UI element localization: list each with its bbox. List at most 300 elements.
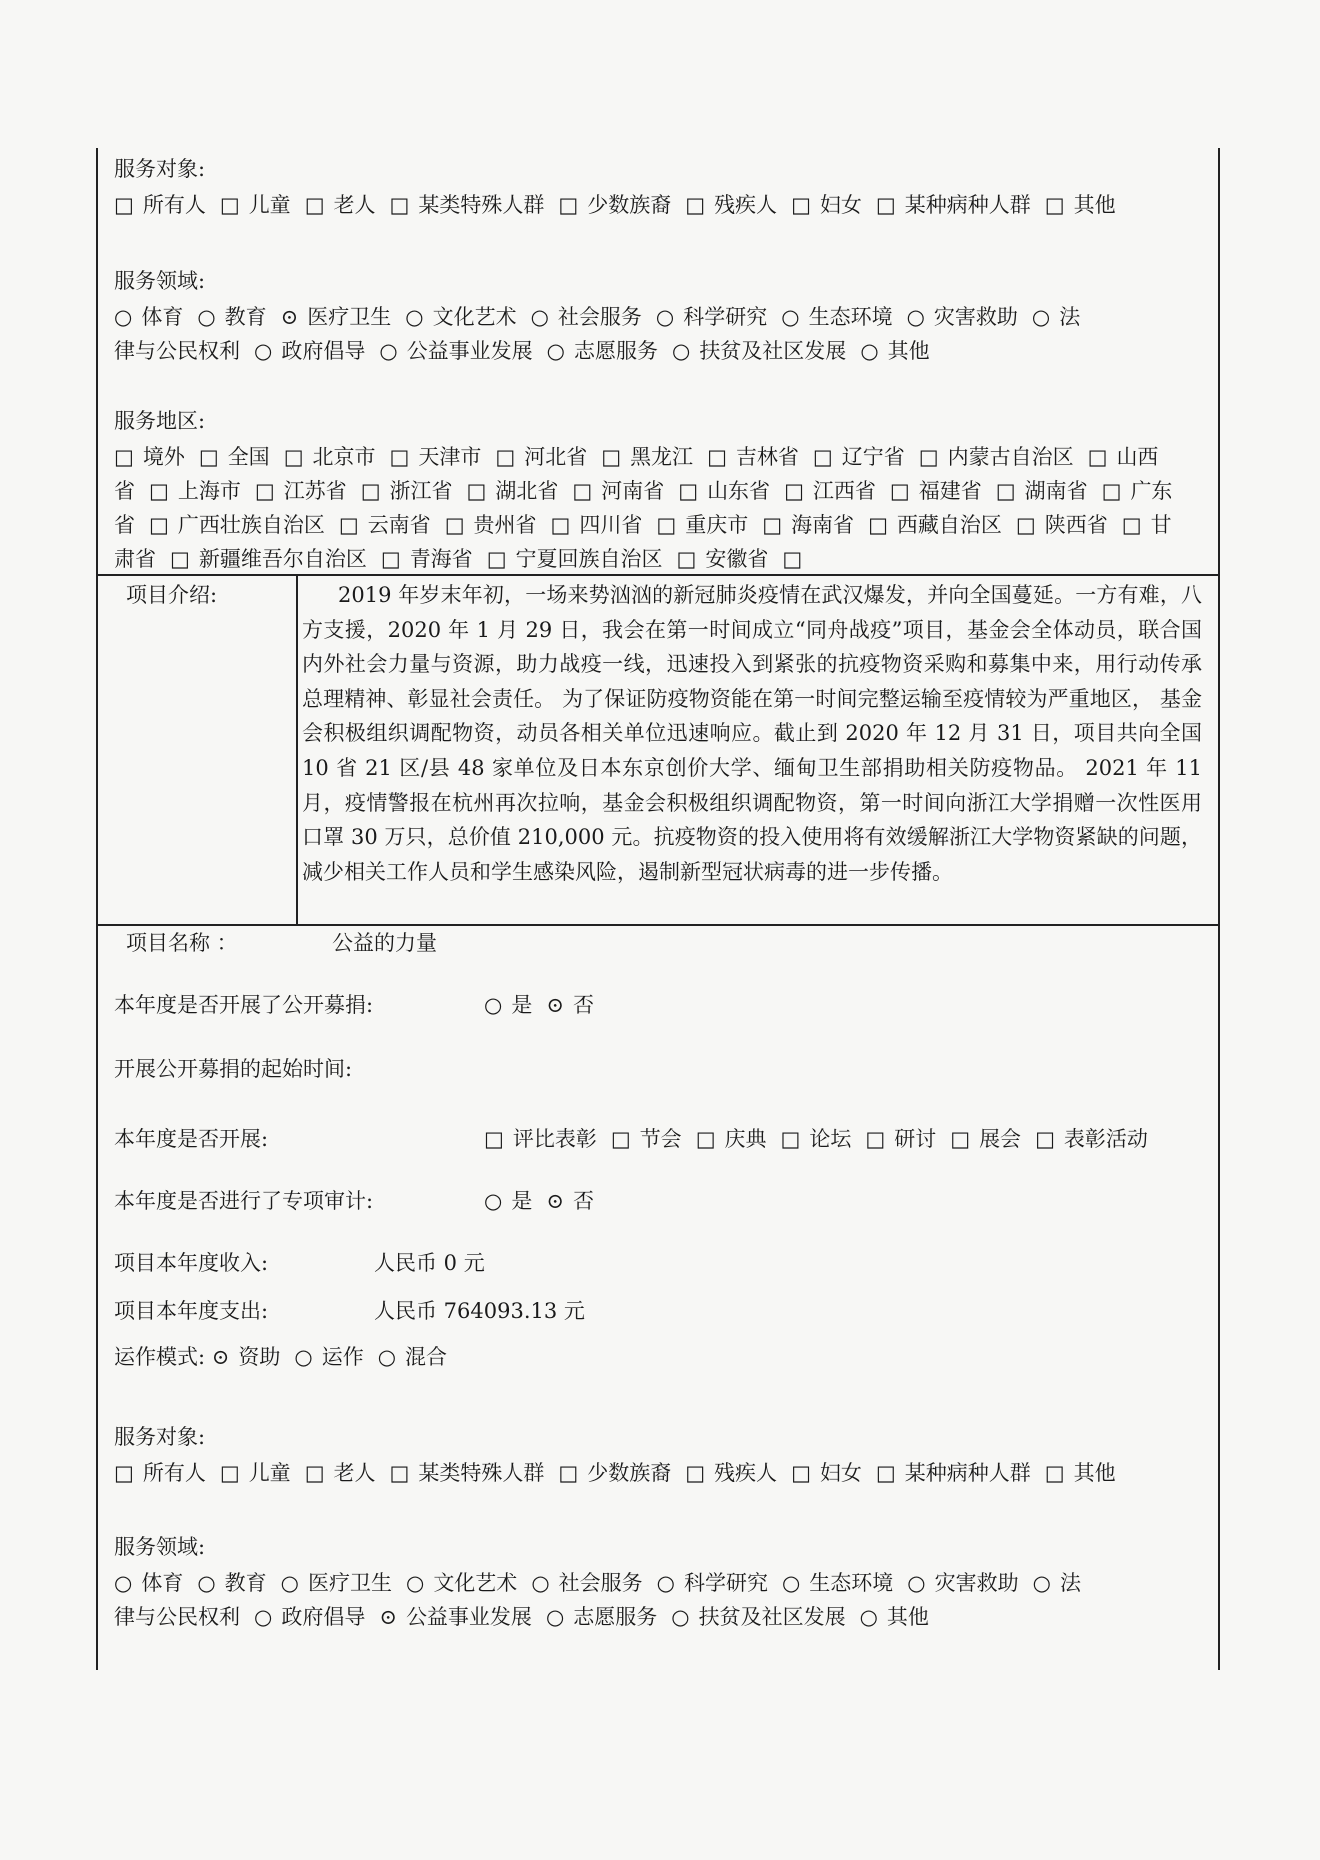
checkbox-icon: □	[572, 479, 593, 503]
checkbox-icon: □	[149, 479, 169, 503]
option-item	[572, 479, 664, 503]
checkbox-icon: □	[865, 1127, 886, 1151]
option-label: 少数族裔	[587, 193, 672, 217]
checkbox-icon: □	[254, 479, 275, 503]
expense-value: 人民币 764093.13 元	[374, 1299, 585, 1323]
activities-options	[484, 1122, 1162, 1156]
option-item	[379, 1605, 532, 1629]
option-item	[197, 305, 266, 329]
option-item	[919, 445, 1074, 469]
checkbox-icon: □	[380, 547, 401, 571]
checkbox-icon: □	[114, 193, 134, 217]
option-item	[546, 1189, 594, 1213]
option-item	[791, 193, 862, 217]
radio-icon: ○	[114, 305, 133, 329]
option-item	[1122, 513, 1172, 537]
option-item	[114, 1605, 240, 1629]
checkbox-icon: □	[444, 513, 465, 537]
checkbox-icon: □	[791, 1461, 811, 1485]
option-label: 儿童	[248, 1461, 291, 1485]
option-label: 省	[114, 513, 135, 537]
option-item	[876, 193, 1031, 217]
option-label: 其他	[887, 339, 930, 363]
option-item	[484, 993, 532, 1017]
radio-selected-icon: ⊙	[546, 1189, 564, 1213]
option-label: 江西省	[812, 479, 876, 503]
checkbox-icon: □	[389, 445, 410, 469]
radio-icon: ○	[781, 1571, 801, 1595]
checkbox-icon: □	[707, 445, 727, 469]
checkbox-icon: □	[780, 1127, 801, 1151]
radio-icon: ○	[531, 1571, 550, 1595]
checkbox-icon: □	[486, 547, 507, 571]
fundraising-start-label: 开展公开募捐的起始时间:	[114, 1057, 353, 1081]
option-label: 医疗卫生	[307, 305, 392, 329]
service-field-options-1-line2	[114, 334, 944, 368]
option-item	[1035, 1127, 1148, 1151]
option-item	[114, 339, 240, 363]
option-label: 辽宁省	[841, 445, 905, 469]
option-label: 山西	[1116, 445, 1159, 469]
checkbox-icon: □	[695, 1127, 716, 1151]
option-label: 老人	[333, 1461, 376, 1485]
option-item	[220, 193, 291, 217]
option-label: 陕西省	[1044, 513, 1108, 537]
checkbox-icon: □	[995, 479, 1016, 503]
public-fundraising-options	[484, 988, 608, 1022]
option-label: 河北省	[524, 445, 588, 469]
option-label: 科学研究	[683, 305, 768, 329]
option-label: 残疾人	[714, 193, 778, 217]
option-label: 公益事业发展	[406, 339, 533, 363]
radio-selected-icon: ⊙	[211, 1345, 230, 1369]
option-label: 某类特殊人群	[418, 1461, 545, 1485]
option-item	[379, 339, 532, 363]
radio-icon: ○	[114, 1571, 133, 1595]
checkbox-icon: □	[685, 193, 706, 217]
option-item	[890, 479, 982, 503]
activities-label: 本年度是否开展:	[114, 1127, 269, 1151]
radio-icon: ○	[197, 305, 216, 329]
option-label: 体育	[141, 1571, 184, 1595]
checkbox-icon: □	[338, 513, 359, 537]
option-item	[170, 547, 367, 571]
option-item	[339, 513, 431, 537]
income-label: 项目本年度收入:	[114, 1251, 269, 1275]
checkbox-icon: □	[1101, 479, 1122, 503]
checkbox-icon: □	[601, 445, 622, 469]
option-item	[114, 479, 135, 503]
checkbox-icon: □	[389, 193, 410, 217]
option-item	[390, 193, 545, 217]
service-region-line2	[114, 474, 1186, 508]
option-item	[677, 547, 769, 571]
option-label: 社会服务	[558, 1571, 643, 1595]
checkbox-icon: □	[1087, 445, 1108, 469]
option-label: 青海省	[409, 547, 473, 571]
option-label: 某类特殊人群	[418, 193, 545, 217]
option-label: 贵州省	[473, 513, 537, 537]
checkbox-icon: □	[114, 1461, 134, 1485]
option-label: 文化艺术	[432, 305, 517, 329]
option-label: 法	[1059, 305, 1081, 329]
option-item	[531, 1571, 642, 1595]
option-item	[781, 1127, 852, 1151]
option-label: 扶贫及社区发展	[698, 1605, 846, 1629]
checkbox-icon: □	[685, 1461, 706, 1485]
option-label: 论坛	[809, 1127, 852, 1151]
radio-icon: ○	[860, 339, 879, 363]
option-label: 政府倡导	[281, 1605, 366, 1629]
option-item	[865, 1127, 936, 1151]
operation-mode-label: 运作模式:	[114, 1345, 206, 1369]
checkbox-icon: □	[875, 1461, 896, 1485]
checkbox-icon: □	[784, 479, 804, 503]
radio-icon: ○	[254, 1605, 273, 1629]
option-label: 表彰活动	[1063, 1127, 1148, 1151]
radio-icon: ○	[546, 339, 565, 363]
option-label: 体育	[141, 305, 184, 329]
option-label: 生态环境	[808, 305, 893, 329]
checkbox-icon: □	[889, 479, 910, 503]
radio-icon: ○	[379, 339, 398, 363]
option-label: 混合	[405, 1345, 448, 1369]
checkbox-icon: □	[283, 445, 304, 469]
option-item	[531, 305, 642, 329]
option-label: 境外	[142, 445, 185, 469]
project-name-label: 项目名称 ：	[126, 931, 238, 955]
option-label: 残疾人	[714, 1461, 778, 1485]
expense-label: 项目本年度支出:	[114, 1299, 269, 1323]
option-label: 妇女	[819, 193, 862, 217]
option-item	[281, 1571, 392, 1595]
radio-icon: ○	[294, 1345, 313, 1369]
project-name-value: 公益的力量	[332, 931, 437, 955]
option-label: 广西壮族自治区	[177, 513, 325, 537]
option-item	[671, 1605, 845, 1629]
option-item	[199, 445, 270, 469]
option-label: 省	[114, 479, 135, 503]
radio-icon: ○	[545, 1605, 565, 1629]
option-label: 是	[511, 993, 533, 1017]
checkbox-icon: □	[550, 513, 571, 537]
option-label: 节会	[639, 1127, 682, 1151]
checkbox-icon: □	[495, 445, 516, 469]
option-item	[1102, 479, 1173, 503]
option-item	[813, 445, 905, 469]
option-item	[546, 993, 594, 1017]
option-item	[114, 1571, 183, 1595]
radio-icon: ○	[405, 305, 424, 329]
option-item	[390, 445, 482, 469]
option-label: 湖北省	[495, 479, 559, 503]
option-item	[114, 547, 156, 571]
option-item	[405, 305, 516, 329]
checkbox-icon: □	[219, 1461, 240, 1485]
option-item	[495, 445, 587, 469]
option-item	[212, 1345, 281, 1369]
option-label: 重庆市	[685, 513, 749, 537]
service-target-options-1	[114, 188, 1130, 222]
option-label: 是	[511, 1189, 533, 1213]
option-label: 评比表彰	[512, 1127, 597, 1151]
option-item	[656, 513, 748, 537]
option-item	[149, 513, 325, 537]
option-label: 云南省	[367, 513, 431, 537]
radio-icon: ○	[530, 305, 549, 329]
checkbox-icon: □	[484, 1127, 504, 1151]
option-item	[445, 513, 537, 537]
intro-text: 2019 年岁末年初，一场来势汹汹的新冠肺炎疫情在武汉爆发，并向全国蔓延。一方有难，八方支援，2020 年 1 月 29 日，我会在第一时间成立“同舟战疫”项目，基金会全体动员，联合国内外社会力量与资源，助力战疫一线，迅速投入到紧张的抗疫物资采购和募集中来，用行动传承总理精神、彰显社会责任。 为了保证防疫物资能在第一时间完整运输至疫情较为严重地区， 基金会积极组织调配物资，动员各相关单位迅速响应。截止到 2020 年 12 月 31 日，项目共向全国 10 省 21 区/县 48 家单位及日本东京创价大学、缅甸卫生部捐助相关防疫物品。 2021 年 11 月，疫情警报在杭州再次拉响，基金会积极组织调配物资，第一时间向浙江大学捐赠一次性医用口罩 30 万只，总价值 210,000 元。抗疫物资的投入使用将有效缓解浙江大学物资紧缺的问题，减少相关工作人员和学生感染风险，遏制新型冠状病毒的进一步传播。	[302, 583, 1202, 884]
checkbox-icon: □	[149, 513, 169, 537]
checkbox-icon: □	[304, 193, 325, 217]
checkbox-icon: □	[875, 193, 896, 217]
checkbox-icon: □	[656, 513, 677, 537]
option-label: 否	[572, 993, 594, 1017]
option-label: 广东	[1130, 479, 1173, 503]
option-item	[656, 305, 767, 329]
option-label: 内蒙古自治区	[947, 445, 1074, 469]
special-audit-label: 本年度是否进行了专项审计:	[114, 1189, 374, 1213]
option-item	[996, 479, 1088, 503]
option-item	[294, 1345, 363, 1369]
radio-icon: ○	[671, 1605, 690, 1629]
option-label: 政府倡导	[281, 339, 366, 363]
radio-icon: ○	[484, 1189, 503, 1213]
option-item	[678, 479, 770, 503]
option-label: 庆典	[724, 1127, 767, 1151]
option-label: 新疆维吾尔自治区	[198, 547, 367, 571]
radio-icon: ○	[280, 1571, 299, 1595]
option-label: 研讨	[894, 1127, 937, 1151]
checkbox-icon: □	[198, 445, 219, 469]
option-label: 上海市	[177, 479, 241, 503]
option-item	[487, 547, 663, 571]
income-value: 人民币 0 元	[374, 1251, 485, 1275]
option-label: 律与公民权利	[114, 339, 240, 363]
option-item	[685, 1461, 777, 1485]
option-item	[547, 339, 658, 363]
option-item	[467, 479, 559, 503]
checkbox-icon: □	[791, 193, 811, 217]
checkbox-icon: □	[1121, 513, 1142, 537]
radio-icon: ○	[906, 305, 925, 329]
option-label: 肃省	[114, 547, 156, 571]
service-target-label-1: 服务对象:	[114, 157, 206, 181]
option-item	[611, 1127, 682, 1151]
option-label: 妇女	[819, 1461, 862, 1485]
option-label: 北京市	[312, 445, 376, 469]
option-item	[114, 513, 135, 537]
intro-label-divider	[296, 574, 298, 926]
table-right-border	[1218, 148, 1220, 1670]
checkbox-icon: □	[219, 193, 240, 217]
option-label: 某种病种人群	[904, 1461, 1031, 1485]
option-label: 所有人	[142, 1461, 206, 1485]
service-target-label-2: 服务对象:	[114, 1425, 206, 1449]
checkbox-icon: □	[812, 445, 833, 469]
option-item	[484, 1189, 532, 1213]
option-label: 天津市	[418, 445, 482, 469]
checkbox-icon: □	[676, 547, 697, 571]
option-label: 海南省	[791, 513, 855, 537]
option-label: 安徽省	[705, 547, 769, 571]
service-target-options-2	[114, 1456, 1130, 1490]
option-label: 其他	[1073, 193, 1116, 217]
operation-mode-options	[212, 1345, 461, 1369]
radio-icon: ○	[254, 339, 273, 363]
option-item	[868, 513, 1002, 537]
service-region-line3	[114, 508, 1186, 542]
special-audit-options	[484, 1184, 608, 1218]
option-label: 扶贫及社区发展	[699, 339, 847, 363]
service-region-label: 服务地区:	[114, 409, 206, 433]
option-item	[484, 1127, 597, 1151]
option-label: 法	[1059, 1571, 1081, 1595]
intro-label: 项目介绍:	[126, 583, 218, 607]
radio-icon: ○	[1032, 1571, 1051, 1595]
option-label: 律与公民权利	[114, 1605, 240, 1629]
option-label: 医疗卫生	[307, 1571, 392, 1595]
option-label: 儿童	[248, 193, 291, 217]
checkbox-icon: □	[868, 513, 888, 537]
radio-icon: ○	[377, 1345, 397, 1369]
radio-selected-icon: ⊙	[546, 993, 564, 1017]
option-label: 少数族裔	[587, 1461, 672, 1485]
option-item	[558, 193, 671, 217]
option-item	[860, 1605, 929, 1629]
checkbox-icon: □	[762, 513, 783, 537]
option-label: 灾害救助	[934, 1571, 1019, 1595]
checkbox-icon: □	[1015, 513, 1036, 537]
radio-icon: ○	[781, 305, 800, 329]
option-item	[305, 1461, 376, 1485]
checkbox-icon: □	[1044, 193, 1065, 217]
option-label: 志愿服务	[573, 339, 658, 363]
option-label: 老人	[333, 193, 376, 217]
checkbox-icon: □	[950, 1127, 971, 1151]
checkbox-icon: □	[1044, 1461, 1065, 1485]
option-item	[551, 513, 643, 537]
checkbox-icon: □	[389, 1461, 410, 1485]
option-label: 全国	[227, 445, 270, 469]
option-item	[220, 1461, 291, 1485]
checkbox-icon: □	[558, 1461, 579, 1485]
radio-selected-icon: ⊙	[280, 305, 299, 329]
checkbox-icon: □	[360, 479, 381, 503]
option-label: 甘	[1150, 513, 1172, 537]
checkbox-icon: □	[304, 1461, 325, 1485]
radio-icon: ○	[405, 1571, 425, 1595]
service-field-options-1-line1	[114, 300, 1094, 334]
option-label: 其他	[886, 1605, 929, 1629]
public-fundraising-label: 本年度是否开展了公开募捐:	[114, 993, 374, 1017]
option-label: 运作	[321, 1345, 364, 1369]
option-label: 西藏自治区	[896, 513, 1002, 537]
operation-mode	[114, 1340, 461, 1374]
option-label: 江苏省	[283, 479, 347, 503]
checkbox-icon: □	[170, 547, 190, 571]
option-item	[378, 1345, 447, 1369]
option-item	[860, 339, 929, 363]
option-item	[305, 193, 376, 217]
option-item	[1045, 193, 1116, 217]
radio-icon: ○	[655, 305, 675, 329]
radio-icon: ○	[1031, 305, 1051, 329]
radio-icon: ○	[859, 1605, 878, 1629]
option-label: 生态环境	[809, 1571, 894, 1595]
divider-intro-bottom	[96, 924, 1220, 926]
option-item	[114, 193, 206, 217]
option-label: 某种病种人群	[904, 193, 1031, 217]
option-item	[254, 339, 365, 363]
option-item	[876, 1461, 1031, 1485]
option-item	[197, 1571, 266, 1595]
option-item	[254, 1605, 365, 1629]
option-label: 河南省	[601, 479, 665, 503]
option-label: 灾害救助	[933, 305, 1018, 329]
option-item	[781, 305, 892, 329]
option-item	[1088, 445, 1159, 469]
option-item	[1016, 513, 1108, 537]
checkbox-icon: □	[1035, 1127, 1055, 1151]
option-item	[1032, 305, 1080, 329]
option-item	[791, 1461, 862, 1485]
option-label: 否	[572, 1189, 594, 1213]
option-item	[601, 445, 693, 469]
option-item	[782, 547, 811, 571]
service-region-line1	[114, 440, 1172, 474]
option-label: 志愿服务	[573, 1605, 658, 1629]
checkbox-icon: □	[466, 479, 487, 503]
option-item	[114, 445, 185, 469]
radio-icon: ○	[671, 339, 691, 363]
option-label: 黑龙江	[630, 445, 694, 469]
service-field-label-1: 服务领域:	[114, 269, 206, 293]
option-label: 资助	[238, 1345, 281, 1369]
option-item	[390, 1461, 545, 1485]
checkbox-icon: □	[782, 547, 803, 571]
option-item	[255, 479, 347, 503]
option-label: 社会服务	[557, 305, 642, 329]
option-label: 吉林省	[735, 445, 799, 469]
option-label: 山东省	[707, 479, 771, 503]
service-field-options-2-line2	[114, 1600, 943, 1634]
option-item	[546, 1605, 657, 1629]
option-item	[762, 513, 854, 537]
option-label: 公益事业发展	[405, 1605, 532, 1629]
option-item	[1033, 1571, 1081, 1595]
option-label: 科学研究	[683, 1571, 768, 1595]
option-item	[149, 479, 241, 503]
service-region-line4	[114, 542, 825, 576]
radio-selected-icon: ⊙	[379, 1605, 397, 1629]
checkbox-icon: □	[558, 193, 579, 217]
option-item	[657, 1571, 768, 1595]
option-item	[406, 1571, 517, 1595]
checkbox-icon: □	[114, 445, 134, 469]
checkbox-icon: □	[678, 479, 699, 503]
option-label: 教育	[224, 305, 267, 329]
option-label: 文化艺术	[433, 1571, 518, 1595]
option-label: 宁夏回族自治区	[515, 547, 663, 571]
option-item	[907, 1571, 1018, 1595]
option-item	[281, 305, 392, 329]
option-label: 四川省	[579, 513, 643, 537]
option-label: 福建省	[918, 479, 982, 503]
option-label: 教育	[224, 1571, 267, 1595]
option-item	[707, 445, 799, 469]
